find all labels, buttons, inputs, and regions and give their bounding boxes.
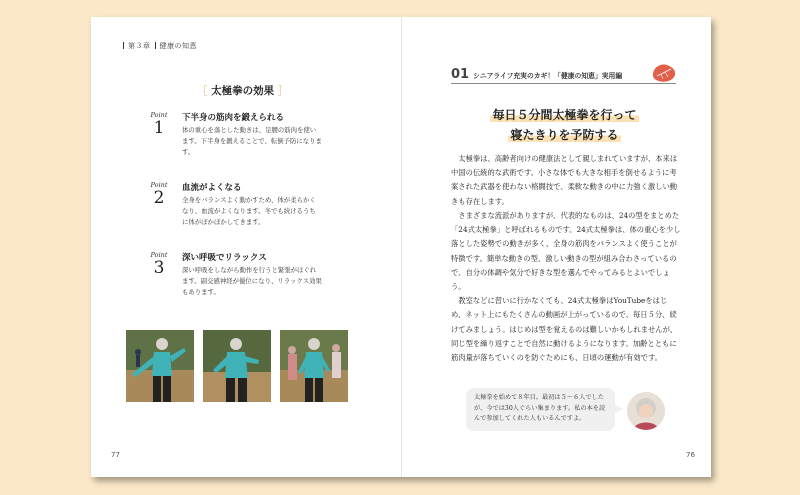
- point-body: 深い呼吸をしながら動作を行うと緊張がほぐれます。副交感神経が優位になり、リラックス効果もあります。: [182, 266, 322, 297]
- speech-bubble: 太極拳を始めて８年目。最初は５～６人でしたが、今では30人ぐらい集まります。私の本を読んで参加してくれた人もいるんですよ。: [466, 388, 615, 431]
- right-page-header: シニアライフ充実のカギ！「健康の知恵」実用編: [473, 72, 623, 80]
- left-page-title: [197, 83, 288, 98]
- paragraph: 太極拳は、高齢者向けの健康法として親しまれていますが、本来は中国の伝統的な武術です。小さな体でも大きな相手を倒せるように考案された武器を使わない格闘技で、柔軟な動きの中に力強く激しい動きも存在します。: [451, 154, 678, 206]
- page-gutter: [401, 17, 402, 477]
- bracket-open: ［: [197, 85, 208, 97]
- point-label: Point: [150, 251, 168, 259]
- point-number: 2: [153, 188, 165, 208]
- section-label: [119, 41, 197, 51]
- tai-chi-photo-3: [280, 330, 348, 402]
- header-rule: [451, 83, 676, 84]
- title-line-1: 毎日５分間太極拳を行って: [492, 108, 637, 122]
- paragraph: さまざまな流派がありますが、代表的なものは、24の型をまとめた「24式太極拳」と呼ばれるものです。24式太極拳は、体の重心を少し落とした姿勢での動きが多く、全身の筋肉をバランスよく使うことが特徴です。簡単な動きの型、激しい動きの型が組み合わさっているので、自分の体調や気分で好きな型を選んでやってみるとよいでしょう。: [451, 210, 681, 291]
- point-3: [146, 251, 386, 311]
- tai-chi-photo-1: [126, 330, 194, 402]
- chapter-number: 01: [451, 67, 470, 82]
- point-title: 血流がよくなる: [182, 183, 242, 193]
- point-2: [146, 181, 386, 241]
- point-title: 下半身の筋肉を鍛えられる: [182, 113, 285, 123]
- divider: [123, 42, 124, 49]
- point-number: 3: [153, 258, 165, 278]
- paragraph: 教室などに習いに行かなくても、24式太極拳はYouTubeをはじめ、ネット上にもたくさんの動画が上がっているので、毎日５分、続けてみましょう。はじめは型を覚えるのは難しいかもしれませんが、同じ型を繰り返すことで自然に動けるようになります。加齢とともに筋肉量が落ちていくのを防ぐためにも、日頃の運動が有効です。: [451, 296, 678, 363]
- chapter-label: 第３章: [128, 42, 151, 50]
- point-1: [146, 111, 386, 171]
- book-spread: [91, 17, 711, 477]
- right-page-title: [451, 105, 678, 146]
- point-body: 全身をバランスよく動かすため、体が柔らかくなり、血流がよくなります。冬でも続けるうちに体がぽかぽかしてきます。: [182, 196, 316, 227]
- page-number-left: 77: [111, 451, 120, 459]
- tai-chi-photo-2: [203, 330, 271, 402]
- section-name: 健康の知恵: [159, 42, 197, 50]
- page-number-right: 76: [686, 451, 695, 459]
- bracket-close: ］: [277, 85, 289, 97]
- point-label: Point: [150, 111, 168, 119]
- point-body: 体の重心を落とした動きは、足腰の筋肉を使います。下半身を鍛えることで、転倒予防になります。: [182, 126, 322, 157]
- avatar: [627, 392, 665, 430]
- point-number: 1: [153, 118, 165, 138]
- point-title: 深い呼吸でリラックス: [182, 253, 267, 263]
- title-text: 太極拳の効果: [211, 85, 275, 97]
- article-body: [451, 152, 681, 365]
- divider: [155, 42, 156, 49]
- point-label: Point: [150, 181, 168, 189]
- title-line-2: 寝たきりを予防する: [510, 128, 619, 143]
